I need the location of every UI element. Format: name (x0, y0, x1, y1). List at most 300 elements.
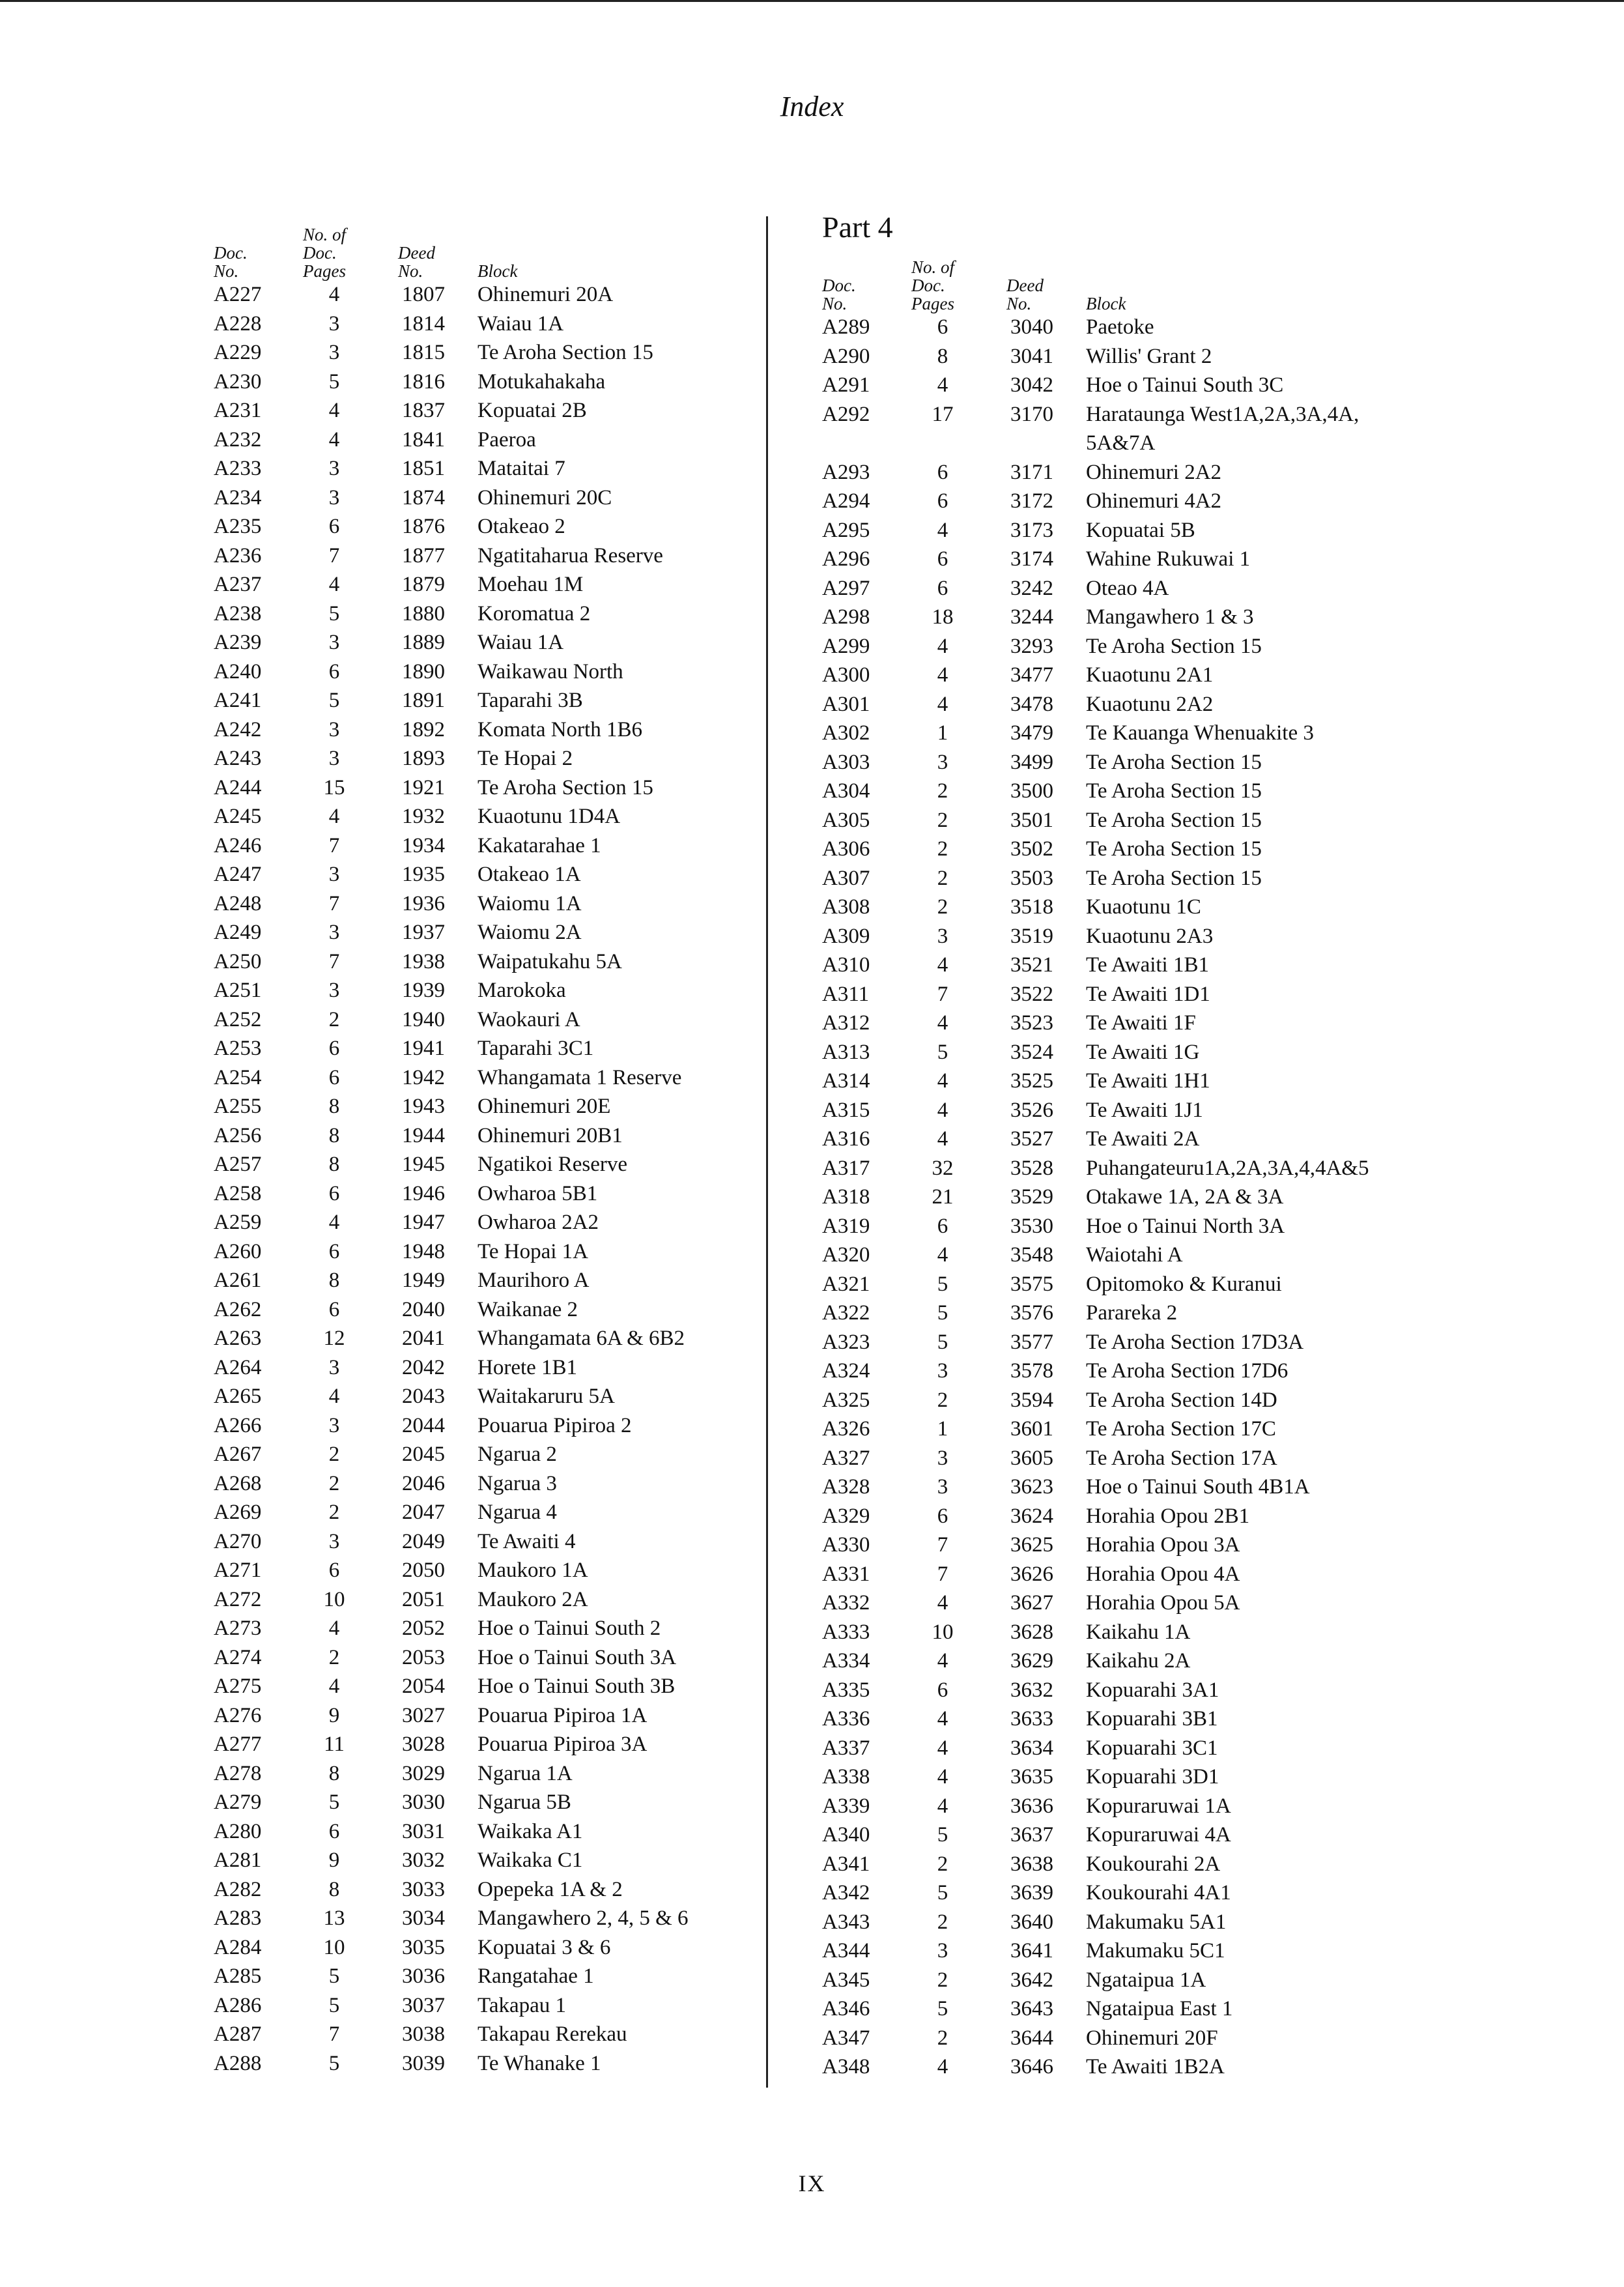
doc-number: A301 (822, 692, 870, 716)
block-name: Kopuarahi 3C1 (1086, 1736, 1218, 1760)
deed-number: 3528 (1010, 1156, 1053, 1180)
index-row (822, 864, 1408, 893)
doc-number: A336 (822, 1707, 870, 1731)
block-name: Mataitai 7 (477, 457, 565, 480)
page-count: 2 (937, 1388, 948, 1412)
deed-number: 3643 (1010, 1997, 1053, 2021)
deed-number: 1942 (402, 1065, 445, 1089)
doc-number: A302 (822, 721, 870, 745)
page-count: 7 (937, 982, 948, 1006)
index-row (214, 309, 774, 339)
deed-number: 1934 (402, 833, 445, 857)
index-row (822, 1936, 1408, 1966)
block-name: Waikawau North (477, 659, 623, 683)
index-row (822, 313, 1408, 342)
deed-number: 3477 (1010, 663, 1053, 687)
block-name: Ngarua 3 (477, 1471, 557, 1495)
index-row (822, 458, 1408, 487)
deed-number: 3033 (402, 1877, 445, 1901)
block-name: Ngarua 2 (477, 1443, 557, 1466)
index-row (822, 1762, 1408, 1792)
header-deed-no (1006, 276, 1044, 313)
index-row (214, 599, 774, 629)
index-row (822, 1328, 1408, 1357)
block-name: Motukahakaha (477, 369, 606, 394)
block-name: Opitomoko & Kuranui (1086, 1272, 1282, 1296)
index-row (822, 835, 1408, 864)
page-count: 4 (937, 1011, 948, 1035)
deed-number: 2040 (402, 1297, 445, 1321)
block-name: Taparahi 3C1 (477, 1037, 594, 1060)
page-count: 4 (937, 1649, 948, 1673)
block-name: Mangawhero 1 & 3 (1086, 605, 1254, 629)
index-row (214, 976, 774, 1005)
doc-number: A231 (214, 399, 262, 422)
block-name: Te Aroha Section 15 (1086, 837, 1262, 861)
deed-number: 3637 (1010, 1823, 1053, 1847)
block-name: Taparahi 3B (477, 689, 583, 712)
doc-number: A341 (822, 1852, 870, 1876)
deed-number: 3242 (1010, 576, 1053, 600)
index-row (822, 1096, 1408, 1125)
deed-number: 3502 (1010, 837, 1053, 861)
page-count: 3 (328, 1355, 340, 1379)
page-count: 4 (328, 1617, 340, 1640)
deed-number: 1921 (402, 775, 445, 799)
index-row (822, 1676, 1408, 1705)
block-name: Wahine Rukuwai 1 (1086, 547, 1251, 571)
page-count: 4 (937, 1736, 948, 1760)
block-name: Waipatukahu 5A (477, 949, 622, 973)
header-deed-no (398, 244, 435, 280)
header-line: No. of (911, 257, 955, 277)
page-count: 4 (328, 283, 340, 306)
doc-number: A280 (214, 1819, 262, 1843)
deed-number: 2045 (402, 1443, 445, 1466)
index-row (822, 1125, 1408, 1154)
block-name: Kuaotunu 1D4A (477, 805, 621, 828)
header-line: Doc. (911, 276, 945, 295)
block-name: Hoe o Tainui South 3B (477, 1675, 676, 1698)
page-count: 2 (937, 779, 948, 803)
page-count: 4 (937, 518, 948, 542)
page-count: 2 (937, 866, 948, 890)
block-name: Kopuarahi 3A1 (1086, 1678, 1219, 1702)
column-divider (766, 216, 768, 2088)
block-name: Te Kauanga Whenuakite 3 (1086, 721, 1314, 745)
doc-number: A345 (822, 1968, 870, 1992)
doc-number: A240 (214, 659, 262, 683)
deed-number: 3039 (402, 2051, 445, 2075)
doc-number: A342 (822, 1881, 870, 1905)
header-line: Deed (398, 243, 435, 263)
block-name: Te Awaiti 1H1 (1086, 1069, 1210, 1093)
doc-number: A326 (822, 1417, 870, 1441)
deed-number: 3577 (1010, 1330, 1053, 1354)
block-name: Hoe o Tainui South 3A (477, 1645, 677, 1669)
deed-number: 3530 (1010, 1214, 1053, 1238)
deed-number: 3499 (1010, 750, 1053, 774)
doc-number: A347 (822, 2026, 870, 2050)
index-row (214, 338, 774, 367)
page-count: 4 (937, 1098, 948, 1122)
page-count: 5 (328, 369, 340, 394)
deed-number: 3171 (1010, 460, 1053, 484)
index-row (214, 628, 774, 657)
deed-number: 1837 (402, 399, 445, 422)
doc-number: A325 (822, 1388, 870, 1412)
block-name: Pouarua Pipiroa 3A (477, 1733, 648, 1756)
doc-number: A334 (822, 1649, 870, 1673)
doc-number: A348 (822, 2055, 870, 2078)
block-name: Waiau 1A (477, 311, 564, 336)
deed-number: 3623 (1010, 1475, 1053, 1499)
page-count: 4 (937, 1127, 948, 1151)
page-count: 2 (937, 1852, 948, 1876)
block-name: Ohinemuri 20F (1086, 2026, 1218, 2050)
deed-number: 3032 (402, 1848, 445, 1872)
page-count: 17 (932, 402, 954, 426)
index-row (822, 806, 1408, 835)
page-count: 4 (937, 1765, 948, 1789)
index-row (822, 1415, 1408, 1444)
index-row (822, 661, 1408, 690)
block-name: Te Hopai 2 (477, 747, 573, 770)
page-count: 4 (937, 373, 948, 397)
block-name-line: 5A&7A (1086, 431, 1156, 455)
index-row (214, 831, 774, 861)
deed-number: 3034 (402, 1906, 445, 1930)
index-row (214, 1904, 774, 1933)
deed-number: 1940 (402, 1007, 445, 1031)
page-count: 6 (937, 547, 948, 571)
header-line: No. of (303, 225, 347, 244)
index-row (214, 1817, 774, 1847)
block-name: Opepeka 1A & 2 (477, 1877, 623, 1901)
deed-number: 3174 (1010, 547, 1053, 571)
block-name: Te Aroha Section 17D6 (1086, 1359, 1289, 1383)
page-count: 6 (937, 489, 948, 513)
doc-number: A298 (822, 605, 870, 629)
deed-number: 3529 (1010, 1185, 1053, 1209)
index-row (214, 1614, 774, 1643)
page-count: 5 (328, 2051, 340, 2075)
doc-number: A228 (214, 311, 262, 336)
deed-number: 3627 (1010, 1591, 1053, 1615)
index-row (822, 777, 1408, 806)
block-name: Paetoke (1086, 315, 1154, 339)
index-row (822, 1908, 1408, 1937)
index-row (214, 512, 774, 541)
deed-number: 3500 (1010, 779, 1053, 803)
doc-number: A250 (214, 949, 262, 973)
doc-number: A260 (214, 1239, 262, 1263)
block-name: Otakeao 1A (477, 863, 581, 886)
page-count: 10 (323, 1587, 345, 1611)
page-count: 3 (328, 747, 340, 770)
doc-number: A320 (822, 1243, 870, 1267)
deed-number: 1893 (402, 747, 445, 770)
doc-number: A297 (822, 576, 870, 600)
deed-number: 3625 (1010, 1533, 1053, 1557)
doc-number: A338 (822, 1765, 870, 1789)
block-name: Horahia Opou 4A (1086, 1562, 1240, 1586)
doc-number: A291 (822, 373, 870, 397)
deed-number: 3027 (402, 1703, 445, 1727)
doc-number: A257 (214, 1153, 262, 1176)
deed-number: 3040 (1010, 315, 1053, 339)
header-doc-pages (911, 258, 954, 313)
block-name: Whangamata 6A & 6B2 (477, 1327, 685, 1350)
deed-number: 1880 (402, 601, 445, 626)
block-name: Waiomu 1A (477, 891, 582, 915)
deed-number: 3521 (1010, 953, 1053, 977)
doc-number: A274 (214, 1645, 262, 1669)
deed-number: 1841 (402, 427, 445, 452)
page-count: 5 (937, 1301, 948, 1325)
deed-number: 1945 (402, 1153, 445, 1176)
index-row (822, 1444, 1408, 1473)
page-count: 12 (323, 1327, 345, 1350)
deed-number: 2041 (402, 1327, 445, 1350)
page-count: 6 (328, 1297, 340, 1321)
top-rule (0, 0, 1624, 2)
block-name: Kopuraruwai 1A (1086, 1794, 1231, 1818)
doc-number: A236 (214, 543, 262, 568)
index-row (822, 545, 1408, 574)
page-count: 4 (937, 1794, 948, 1818)
page-count: 3 (328, 863, 340, 886)
doc-number: A318 (822, 1185, 870, 1209)
page-count: 3 (328, 457, 340, 480)
block-name: Kuaotunu 1C (1086, 895, 1201, 919)
doc-number: A238 (214, 601, 262, 626)
block-name: Te Aroha Section 17A (1086, 1446, 1277, 1470)
index-column-right (822, 207, 1408, 2082)
page-count: 11 (324, 1733, 345, 1756)
page-count: 6 (937, 460, 948, 484)
index-row (214, 541, 774, 571)
page-count: 6 (937, 1504, 948, 1528)
index-row (822, 1704, 1408, 1734)
block-name: Te Aroha Section 15 (1086, 750, 1262, 774)
index-row (214, 280, 774, 309)
block-name: Ohinemuri 20C (477, 485, 612, 510)
page-count: 3 (937, 1475, 948, 1499)
deed-number: 3578 (1010, 1359, 1053, 1383)
block-name: Marokoka (477, 979, 566, 1002)
deed-number: 3548 (1010, 1243, 1053, 1267)
page-count: 15 (323, 775, 345, 799)
deed-number: 3523 (1010, 1011, 1053, 1035)
page-count: 5 (328, 1964, 340, 1988)
block-name: Owharoa 5B1 (477, 1181, 598, 1205)
deed-number: 1807 (402, 283, 445, 306)
deed-number: 1874 (402, 485, 445, 510)
page-count: 2 (328, 1007, 340, 1031)
deed-number: 2044 (402, 1413, 445, 1437)
block-name: Takapau 1 (477, 1993, 567, 2017)
block-name: Waiotahi A (1086, 1243, 1183, 1267)
index-row (214, 1005, 774, 1035)
doc-number: A268 (214, 1471, 262, 1495)
doc-number: A319 (822, 1214, 870, 1238)
deed-number: 3632 (1010, 1678, 1053, 1702)
block-name: Te Awaiti 1G (1086, 1040, 1200, 1064)
doc-number: A248 (214, 891, 262, 915)
block-name: Rangatahae 1 (477, 1964, 594, 1988)
index-row (214, 1788, 774, 1817)
index-row (214, 686, 774, 715)
deed-number: 3503 (1010, 866, 1053, 890)
block-name: Ngatitaharua Reserve (477, 543, 663, 568)
doc-number: A265 (214, 1385, 262, 1408)
index-row (214, 773, 774, 803)
block-name: Te Aroha Section 15 (477, 341, 653, 364)
index-row (214, 1469, 774, 1499)
deed-number: 3628 (1010, 1620, 1053, 1644)
deed-number: 3479 (1010, 721, 1053, 745)
header-block (477, 262, 517, 280)
index-row (822, 1067, 1408, 1096)
block-name: Komata North 1B6 (477, 717, 642, 741)
block-name: Otakawe 1A, 2A & 3A (1086, 1185, 1284, 1209)
doc-number: A279 (214, 1791, 262, 1814)
block-name: Paeroa (477, 427, 536, 452)
deed-number: 1892 (402, 717, 445, 741)
doc-number: A254 (214, 1065, 262, 1089)
doc-number: A233 (214, 457, 262, 480)
index-row (822, 1966, 1408, 1995)
index-row (214, 570, 774, 599)
page-count: 18 (932, 605, 954, 629)
doc-number: A237 (214, 573, 262, 596)
index-row (822, 1154, 1408, 1183)
index-row (822, 1009, 1408, 1038)
page-count: 2 (937, 1968, 948, 1992)
deed-number: 3030 (402, 1791, 445, 1814)
block-name: Te Aroha Section 15 (1086, 866, 1262, 890)
deed-number: 3640 (1010, 1910, 1053, 1934)
doc-number: A275 (214, 1675, 262, 1698)
page-count: 8 (328, 1123, 340, 1147)
header-doc-no (822, 276, 856, 313)
page-number: IX (798, 2170, 826, 2196)
deed-number: 3036 (402, 1964, 445, 1988)
page-count: 3 (328, 921, 340, 944)
deed-number: 2052 (402, 1617, 445, 1640)
doc-number: A300 (822, 663, 870, 687)
page-count: 6 (937, 1678, 948, 1702)
deed-number: 3629 (1010, 1649, 1053, 1673)
index-row (822, 2052, 1408, 2082)
page-count: 5 (937, 1997, 948, 2021)
block-name: Koukourahi 4A1 (1086, 1881, 1231, 1905)
index-row (822, 1734, 1408, 1763)
block-name: Hoe o Tainui South 3C (1086, 373, 1284, 397)
index-row (822, 893, 1408, 922)
index-row (822, 1618, 1408, 1647)
index-row (822, 1270, 1408, 1299)
part-title: Part 4 (822, 210, 893, 244)
page-count: 8 (328, 1877, 340, 1901)
deed-number: 1948 (402, 1239, 445, 1263)
index-row (214, 1962, 774, 1991)
header-line: Doc. (303, 243, 337, 263)
page-count: 7 (328, 949, 340, 973)
block-name: Te Awaiti 1F (1086, 1011, 1196, 1035)
block-name: Kakatarahae 1 (477, 833, 601, 857)
index-row (214, 1411, 774, 1441)
doc-number: A330 (822, 1533, 870, 1557)
block-name: Te Hopai 1A (477, 1239, 588, 1263)
deed-number: 1946 (402, 1181, 445, 1205)
deed-number: 3639 (1010, 1881, 1053, 1905)
deed-number: 3638 (1010, 1852, 1053, 1876)
index-row (822, 719, 1408, 748)
page-count: 32 (932, 1156, 954, 1180)
header-line: Block (477, 261, 518, 281)
index-row (214, 1846, 774, 1875)
deed-number: 3636 (1010, 1794, 1053, 1818)
doc-number: A332 (822, 1591, 870, 1615)
doc-number: A343 (822, 1910, 870, 1934)
page-count: 3 (328, 979, 340, 1002)
doc-number: A232 (214, 427, 262, 452)
doc-number: A311 (822, 982, 870, 1006)
page-count: 7 (937, 1533, 948, 1557)
index-row (822, 400, 1408, 458)
page-count: 10 (323, 1935, 345, 1959)
index-row (822, 951, 1408, 980)
doc-number: A337 (822, 1736, 870, 1760)
index-row (214, 1237, 774, 1267)
deed-number: 1876 (402, 515, 445, 538)
page-count: 4 (328, 1675, 340, 1698)
doc-number: A249 (214, 921, 262, 944)
page-count: 5 (937, 1272, 948, 1296)
block-name: Kuaotunu 2A3 (1086, 924, 1214, 948)
index-row (214, 1382, 774, 1411)
deed-number: 1937 (402, 921, 445, 944)
page-count: 13 (323, 1906, 345, 1930)
index-row (214, 1527, 774, 1557)
index-row (214, 1672, 774, 1701)
doc-number: A335 (822, 1678, 870, 1702)
page-count: 6 (937, 576, 948, 600)
page-count: 5 (937, 1330, 948, 1354)
deed-number: 3042 (1010, 373, 1053, 397)
index-row (822, 1994, 1408, 2024)
page-count: 5 (937, 1823, 948, 1847)
deed-number: 2046 (402, 1471, 445, 1495)
index-row (822, 922, 1408, 951)
index-row (214, 367, 774, 397)
block-name: Kaikahu 1A (1086, 1620, 1191, 1644)
header-line: Block (1086, 294, 1126, 313)
deed-number: 3634 (1010, 1736, 1053, 1760)
block-name: Maukoro 1A (477, 1559, 588, 1582)
block-name: Te Aroha Section 14D (1086, 1388, 1277, 1412)
doc-number: A317 (822, 1156, 870, 1180)
block-name: Kopuraruwai 4A (1086, 1823, 1231, 1847)
block-name: Pouarua Pipiroa 1A (477, 1703, 648, 1727)
deed-number: 1935 (402, 863, 445, 886)
index-row (214, 1875, 774, 1905)
block-name: Te Aroha Section 15 (477, 775, 653, 799)
header-line: Pages (911, 294, 954, 313)
deed-number: 1877 (402, 543, 445, 568)
